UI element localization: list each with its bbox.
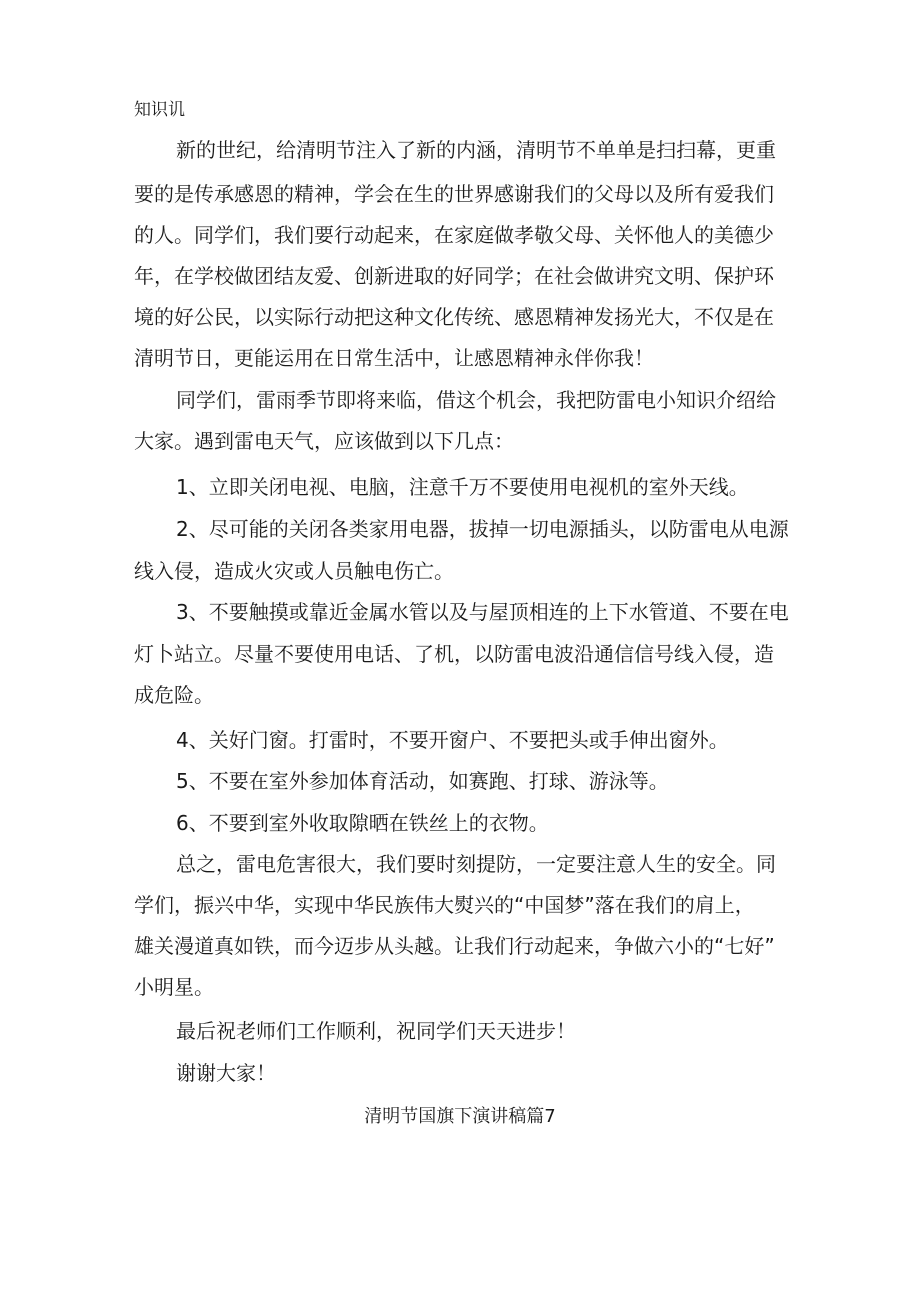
paragraph-line: 学们，振兴中华，实现中华民族伟大熨兴的“中国梦”落在我们的肩上， [134, 893, 755, 917]
paragraph-line: 清明节日，更能运用在日常生活中，让感恩精神永伴你我！ [134, 346, 654, 370]
paragraph-line: 新的世纪，给清明节注入了新的内涵，清明节不单单是扫扫幕，更重 [176, 138, 776, 162]
paragraph-line: 小明星。 [134, 975, 214, 999]
list-item: 2、尽可能的关闭各类家用电器，拔掉一切电源插头，以防雷电从电源 [176, 517, 789, 541]
paragraph-line: 雄关漫道真如铁，而今迈步从头越。让我们行动起来，争做六小的“七好” [134, 934, 775, 958]
paragraph-line: 年，在学校做团结友爱、创新进取的好同学；在社会做讲究文明、保护环 [134, 264, 774, 288]
next-speech-title: 清明节国旗下演讲稿篇7 [364, 1106, 556, 1127]
paragraph-line: 灯卜站立。尽量不要使用电话、了机，以防雷电波沿通信信号线入侵，造 [134, 642, 774, 666]
list-item: 1、立即关闭电视、电脑，注意千万不要使用电视机的室外天线。 [176, 475, 749, 499]
list-item: 5、不要在室外参加体育活动，如赛跑、打球、游泳等。 [176, 769, 669, 793]
paragraph-line: 线入侵，造成火灾或人员触电伤亡。 [134, 559, 454, 583]
paragraph-line: 要的是传承感恩的精神，学会在生的世界感谢我们的父母以及所有爱我们 [134, 182, 774, 206]
list-item: 3、不要触摸或靠近金属水管以及与屋顶相连的上下水管道、不要在电 [176, 600, 789, 624]
top-fragment: 知识讥 [134, 100, 185, 120]
list-item: 4、关好门窗。打雷时，不要开窗户、不要把头或手伸出窗外。 [176, 728, 729, 752]
paragraph-line: 成危险。 [134, 683, 214, 707]
paragraph-line: 大家。遇到雷电天气，应该做到以下几点： [134, 429, 514, 453]
paragraph-line: 的人。同学们，我们要行动起来，在家庭做孝敬父母、关怀他人的美德少 [134, 223, 774, 247]
paragraph-line: 总之，雷电危害很大，我们要时刻提防，一定要注意人生的安全。同 [176, 852, 776, 876]
paragraph-line: 同学们，雷雨季节即将来临，借这个机会，我把防雷电小知识介绍给 [176, 388, 776, 412]
paragraph-line: 境的好公民，以实际行动把这种文化传统、感恩精神发扬光大，不仅是在 [134, 305, 774, 329]
closing-line: 最后祝老师们工作顺利，祝同学们天天进步！ [176, 1019, 576, 1043]
list-item: 6、不要到室外收取隙晒在铁丝上的衣物。 [176, 811, 549, 835]
thanks-line: 谢谢大家！ [176, 1061, 276, 1085]
